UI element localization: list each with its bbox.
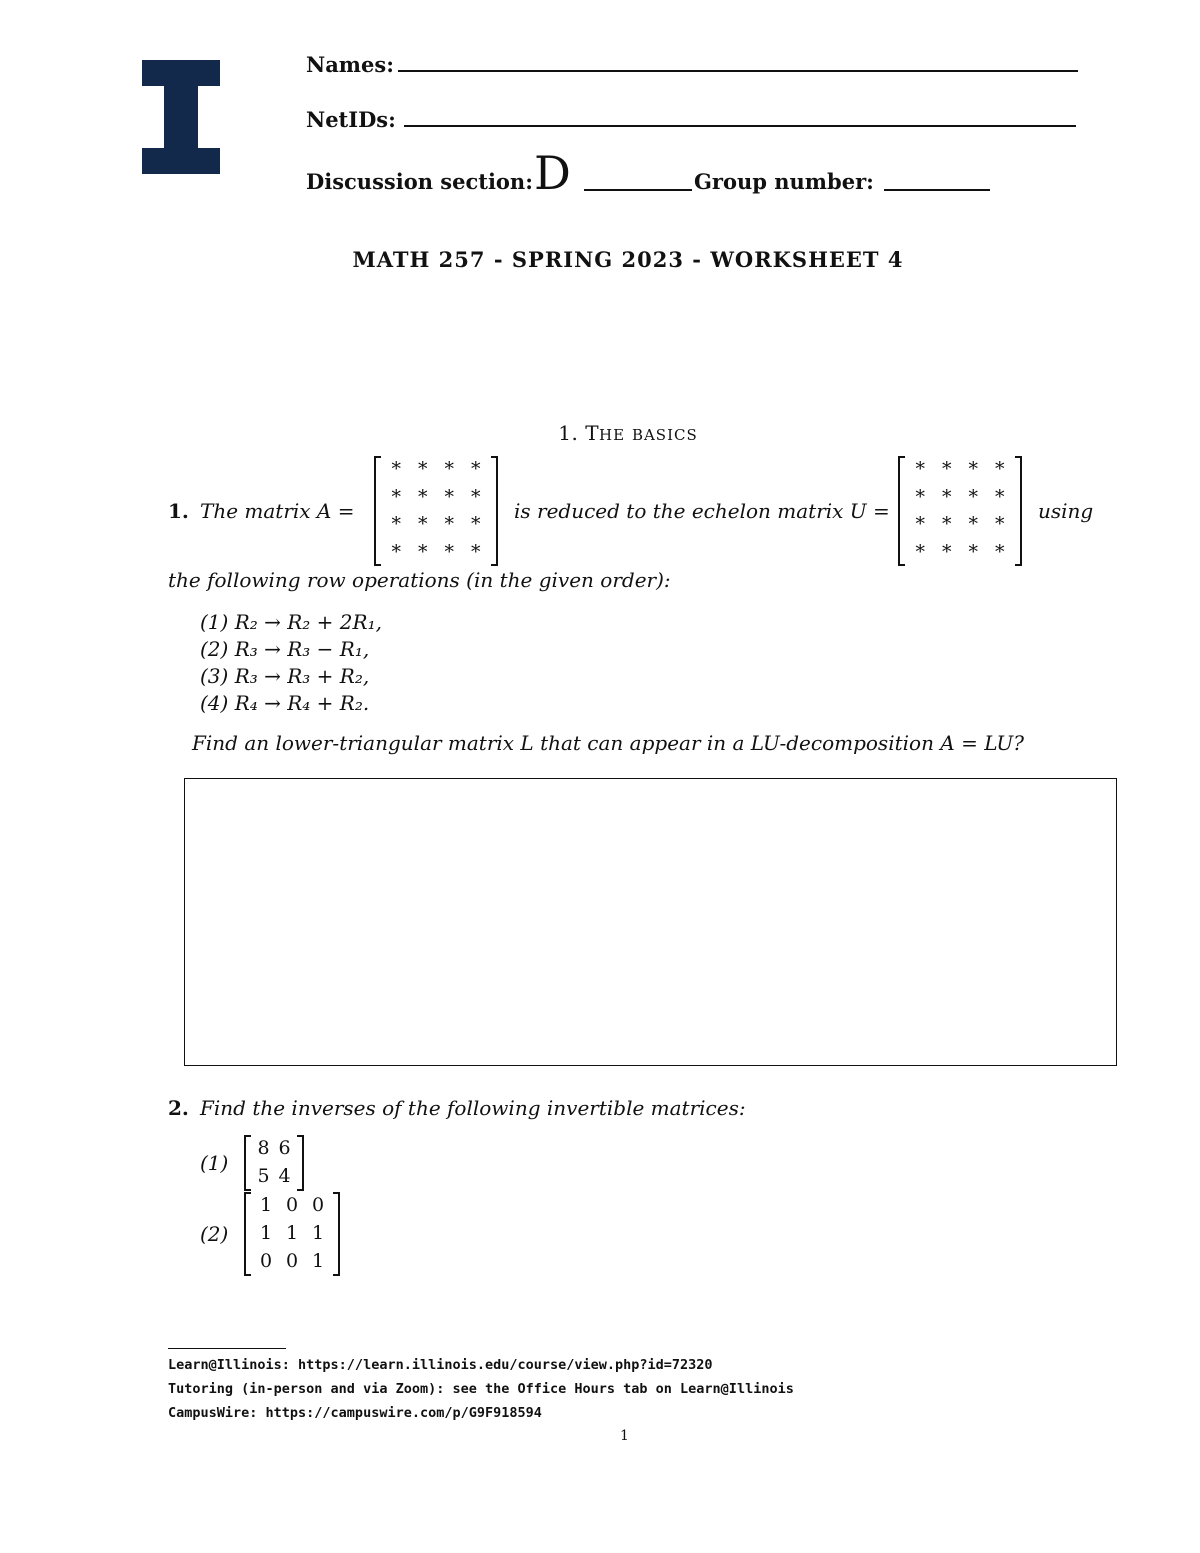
matrix-cell: * <box>968 540 978 563</box>
matrix-cell: * <box>995 458 1005 480</box>
matrix-cell: * <box>968 485 978 508</box>
matrix-cell: * <box>418 485 428 508</box>
answer-box[interactable] <box>184 778 1117 1066</box>
matrix-cell: * <box>471 485 481 508</box>
problem-2-item-2-label: (2) <box>200 1222 229 1246</box>
matrix-cell: 5 <box>257 1165 270 1187</box>
group-number-label: Group number: <box>694 169 874 194</box>
matrix-cell: * <box>942 485 952 508</box>
matrix-cell: * <box>915 458 925 480</box>
matrix-cell: 8 <box>257 1137 270 1159</box>
names-label: Names: <box>306 52 394 77</box>
matrix-cell: * <box>444 540 454 563</box>
matrix-cell: * <box>915 540 925 563</box>
matrix-cell: 0 <box>285 1194 299 1216</box>
matrix-cell: * <box>942 513 952 535</box>
matrix-cell: * <box>995 540 1005 563</box>
discussion-section-label: Discussion section: <box>306 169 533 194</box>
problem-2-text: Find the inverses of the following invertible matrices: <box>200 1096 746 1120</box>
matrix-cell: * <box>995 513 1005 535</box>
footer-campuswire-link[interactable]: CampusWire: https://campuswire.com/p/G9F918594 <box>168 1405 542 1421</box>
matrix-cell: 1 <box>285 1222 299 1244</box>
netids-field[interactable] <box>404 125 1076 127</box>
matrix-cell: * <box>942 540 952 563</box>
problem-2-number: 2. <box>168 1096 189 1120</box>
problem-1-text-b: is reduced to the echelon matrix U = <box>514 499 890 523</box>
section-first-letter: T <box>585 421 600 445</box>
matrix-cell: 0 <box>259 1250 273 1272</box>
problem-2-matrix-2 <box>244 1192 340 1276</box>
matrix-cell: * <box>391 485 401 508</box>
matrix-cell: * <box>444 485 454 508</box>
matrix-cell: * <box>968 458 978 480</box>
problem-1-question: Find an lower-triangular matrix L that can appear in a LU-decomposition A = LU? <box>192 731 1024 755</box>
matrix-cell: 0 <box>285 1250 299 1272</box>
matrix-cell: * <box>915 513 925 535</box>
problem-1-text-a: The matrix A = <box>200 499 355 523</box>
matrix-cell: * <box>391 513 401 535</box>
problem-2-item-1-label: (1) <box>200 1151 229 1175</box>
netids-label: NetIDs: <box>306 107 396 132</box>
problem-1-continuation: the following row operations (in the given order): <box>168 568 671 592</box>
discussion-section-field[interactable] <box>584 189 692 191</box>
operation-4: (4) R₄ → R₄ + R₂. <box>200 691 370 715</box>
university-logo-icon <box>140 58 222 176</box>
operation-3: (3) R₃ → R₃ + R₂, <box>200 664 370 688</box>
matrix-cell: * <box>915 485 925 508</box>
page-number: 1 <box>620 1428 629 1444</box>
matrix-cell: 4 <box>278 1165 291 1187</box>
footer-learn-link[interactable]: Learn@Illinois: https://learn.illinois.edu/course/view.php?id=72320 <box>168 1357 713 1373</box>
matrix-cell: * <box>471 540 481 563</box>
problem-1-text-c: using <box>1038 499 1094 523</box>
operation-2: (2) R₃ → R₃ − R₁, <box>200 637 370 661</box>
matrix-cell: * <box>968 513 978 535</box>
section-word-2: BASICS <box>631 426 698 444</box>
matrix-cell: * <box>471 513 481 535</box>
matrix-u <box>898 456 1022 566</box>
matrix-cell: * <box>995 485 1005 508</box>
footnote-rule <box>168 1348 286 1349</box>
section-word-1: HE <box>599 426 626 444</box>
matrix-cell: 1 <box>259 1222 273 1244</box>
matrix-cell: * <box>418 458 428 480</box>
problem-1-number: 1. <box>168 499 189 523</box>
operation-1: (1) R₂ → R₂ + 2R₁, <box>200 610 382 634</box>
discussion-section-letter: D <box>534 146 571 200</box>
matrix-cell: * <box>942 458 952 480</box>
matrix-cell: 1 <box>259 1194 273 1216</box>
matrix-cell: * <box>444 458 454 480</box>
matrix-cell: 6 <box>278 1137 291 1159</box>
matrix-cell: * <box>418 540 428 563</box>
footer-tutoring: Tutoring (in-person and via Zoom): see the Office Hours tab on Learn@Illinois <box>168 1381 794 1397</box>
names-field[interactable] <box>398 70 1078 72</box>
matrix-cell: * <box>391 458 401 480</box>
section-heading <box>0 421 1200 445</box>
matrix-cell: * <box>391 540 401 563</box>
matrix-cell: 1 <box>311 1250 325 1272</box>
section-number: 1. <box>558 421 579 445</box>
matrix-cell: 1 <box>311 1222 325 1244</box>
group-number-field[interactable] <box>884 189 990 191</box>
matrix-a <box>374 456 498 566</box>
worksheet-title: MATH 257 - SPRING 2023 - WORKSHEET 4 <box>352 247 904 272</box>
problem-2-matrix-1 <box>244 1135 304 1191</box>
matrix-cell: 0 <box>311 1194 325 1216</box>
matrix-cell: * <box>471 458 481 480</box>
matrix-cell: * <box>444 513 454 535</box>
matrix-cell: * <box>418 513 428 535</box>
